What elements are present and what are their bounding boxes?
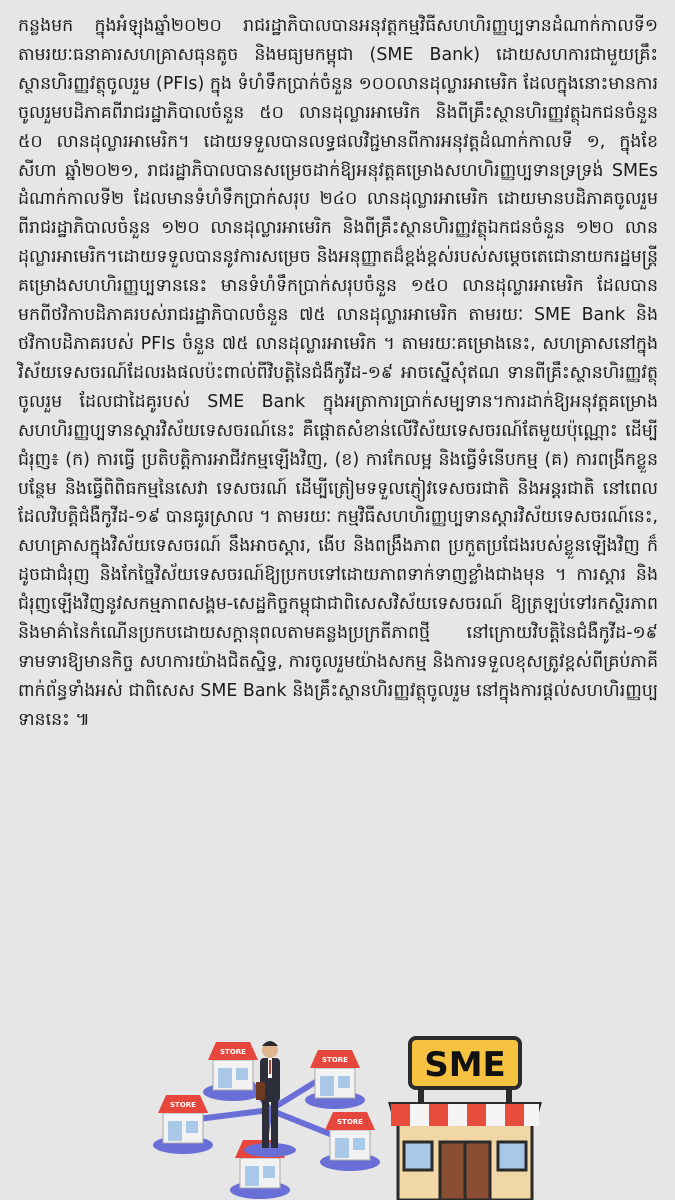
sme-sign-label: SME <box>424 1045 506 1085</box>
article-paragraph: កន្លងមក ក្នុងអំឡុងឆ្នាំ២០២០ រាជរដ្ឋាភិបាលបានអនុវត្តកម្មវិធីសហហិរញ្ញប្បទានដំណាក់កាលទី១ តាមរយៈធនាគារសហគ្រាសធុនតូច និងមធ្យមកម្ពុជា (SME Bank) ដោយសហការជាមួយគ្រឹះស្ថានហិរញ្ញវត្ថុចូលរួម (PFIs) ក្នុង ទំហំទឹកប្រាក់ចំនួន ១០០លានដុល្លារអាមេរិក ដែលក្នុងនោះមានការចូលរួមបដិភាគពីរាជរដ្ឋាភិបាលចំនួន ៥០ លានដុល្លារអាមេរិក និងពីគ្រឹះស្ថានហិរញ្ញវត្ថុឯកជនចំនួន ៥០ លានដុល្លារអាមេរិក។ ដោយទទួលបានលទ្ធផលវិជ្ជមានពីការអនុវត្តដំណាក់កាលទី ១, ក្នុងខែសីហា ឆ្នាំ២០២១, រាជរដ្ឋាភិបាលបានសម្រេចដាក់ឱ្យអនុវត្តគម្រោងសហហិរញ្ញប្បទានទ្រទ្រង់ SMEs ដំណាក់កាលទី២ ដែលមានទំហំទឹកប្រាក់សរុប ២៤០ លានដុល្លារអាមេរិក ដោយមានបដិភាគចូលរួមពីរាជរដ្ឋាភិបាលចំនួន ១២០ លានដុល្លារអាមេរិក និងពីគ្រឹះស្ថានហិរញ្ញវត្ថុឯកជនចំនួន ១២០ លានដុល្លារអាមេរិក។ដោយទទួលបាននូវការសម្រេច និងអនុញ្ញាតដ៏ខ្ពង់ខ្ពស់របស់សម្តេចតេជោនាយករដ្ឋមន្ត្រី គម្រោងសហហិរញ្ញប្បទាននេះ មានទំហំទឹកប្រាក់សរុបចំនួន ១៥០ លានដុល្លារអាមេរិក ដែលបានមកពីថវិកាបដិភាគរបស់រាជរដ្ឋាភិបាលចំនួន ៧៥ លានដុល្លារអាមេរិក តាមរយៈ SME Bank និង ថវិកាបដិភាគរបស់ PFIs ចំនួន ៧៥ លានដុល្លារអាមេរិក ។ តាមរយៈគម្រោងនេះ, សហគ្រាសនៅក្នុងវិស័យទេសចរណ៍ដែលរងផលប៉ះពាល់ពីវិបត្តិនៃជំងឺកូវីដ-១៩ អាចស្នើសុំឥណ ទានពីគ្រឹះស្ថានហិរញ្ញវត្ថុចូលរួម ដែលជាដៃគូរបស់ SME Bank ក្នុងអត្រាការប្រាក់សម្បទាន។ការដាក់ឱ្យអនុវត្តគម្រោង សហហិរញ្ញប្បទានស្តារវិស័យទេសចរណ៍នេះ គឺផ្តោតសំខាន់លើវិស័យទេសចរណ៍តែមួយប៉ុណ្ណោះ ដើម្បីជំរុញ៖ (ក) ការធ្វើ ប្រតិបត្តិការអាជីវកម្មឡើងវិញ, (ខ) ការកែលម្អ និងធ្វើទំនើបកម្ម (គ) ការពង្រីកខ្លួនបន្ថែម និងធ្វើពិពិធកម្មនៃសេវា ទេសចរណ៍ ដើម្បីត្រៀមទទួលភ្ញៀវទេសចរជាតិ និងអន្តរជាតិ នៅពេលដែលវិបត្តិជំងឺកូវីដ-១៩ បានធូរស្រាល ។ តាមរយៈ កម្មវិធីសហហិរញ្ញប្បទានស្តារវិស័យទេសចរណ៍នេះ, សហគ្រាសក្នុងវិស័យទេសចរណ៍ នឹងអាចស្តារ, ងើប និងពង្រឹងភាព ប្រកួតប្រជែងរបស់ខ្លួនឡើងវិញ ក៏ដូចជាជំរុញ និងកែច្នៃវិស័យទេសចរណ៍ឱ្យប្រកបទៅដោយភាពទាក់ទាញខ្លាំងជាងមុន ។ ការស្តារ និងជំរុញឡើងវិញនូវសកម្មភាពសង្គម-សេដ្ឋកិច្ចកម្ពុជាជាពិសេសវិស័យទេសចរណ៍ ឱ្យត្រឡប់ទៅរកស្ថិរភាព និងមាគ៌ានៃកំណើនប្រកបដោយសក្តានុពលតាមគន្លងប្រក្រតីភាពថ្មី នៅក្រោយវិបត្តិនៃជំងឺកូវីដ-១៩ ទាមទារឱ្យមានកិច្ច សហការយ៉ាងជិតស្និទ្ធ, ការចូលរួមយ៉ាងសកម្ម និងការទទួលខុសត្រូវខ្ពស់ពីគ្រប់ភាគីពាក់ព័ន្ធទាំងអស់ ជាពិសេស SME Bank និងគ្រឹះស្ថានហិរញ្ញវត្ថុចូលរួម នៅក្នុងការផ្តល់សហហិរញ្ញប្បទាននេះ ៕ <box>18 16 658 730</box>
store-label: STORE <box>220 1048 246 1056</box>
store-icon <box>320 1112 380 1171</box>
sme-shop-icon <box>388 1038 542 1200</box>
sme-illustration <box>0 1030 675 1200</box>
store-label: STORE <box>322 1056 348 1064</box>
store-icon <box>203 1042 263 1101</box>
store-label: STORE <box>337 1118 363 1126</box>
store-icon <box>153 1095 213 1154</box>
store-label: STORE <box>170 1101 196 1109</box>
